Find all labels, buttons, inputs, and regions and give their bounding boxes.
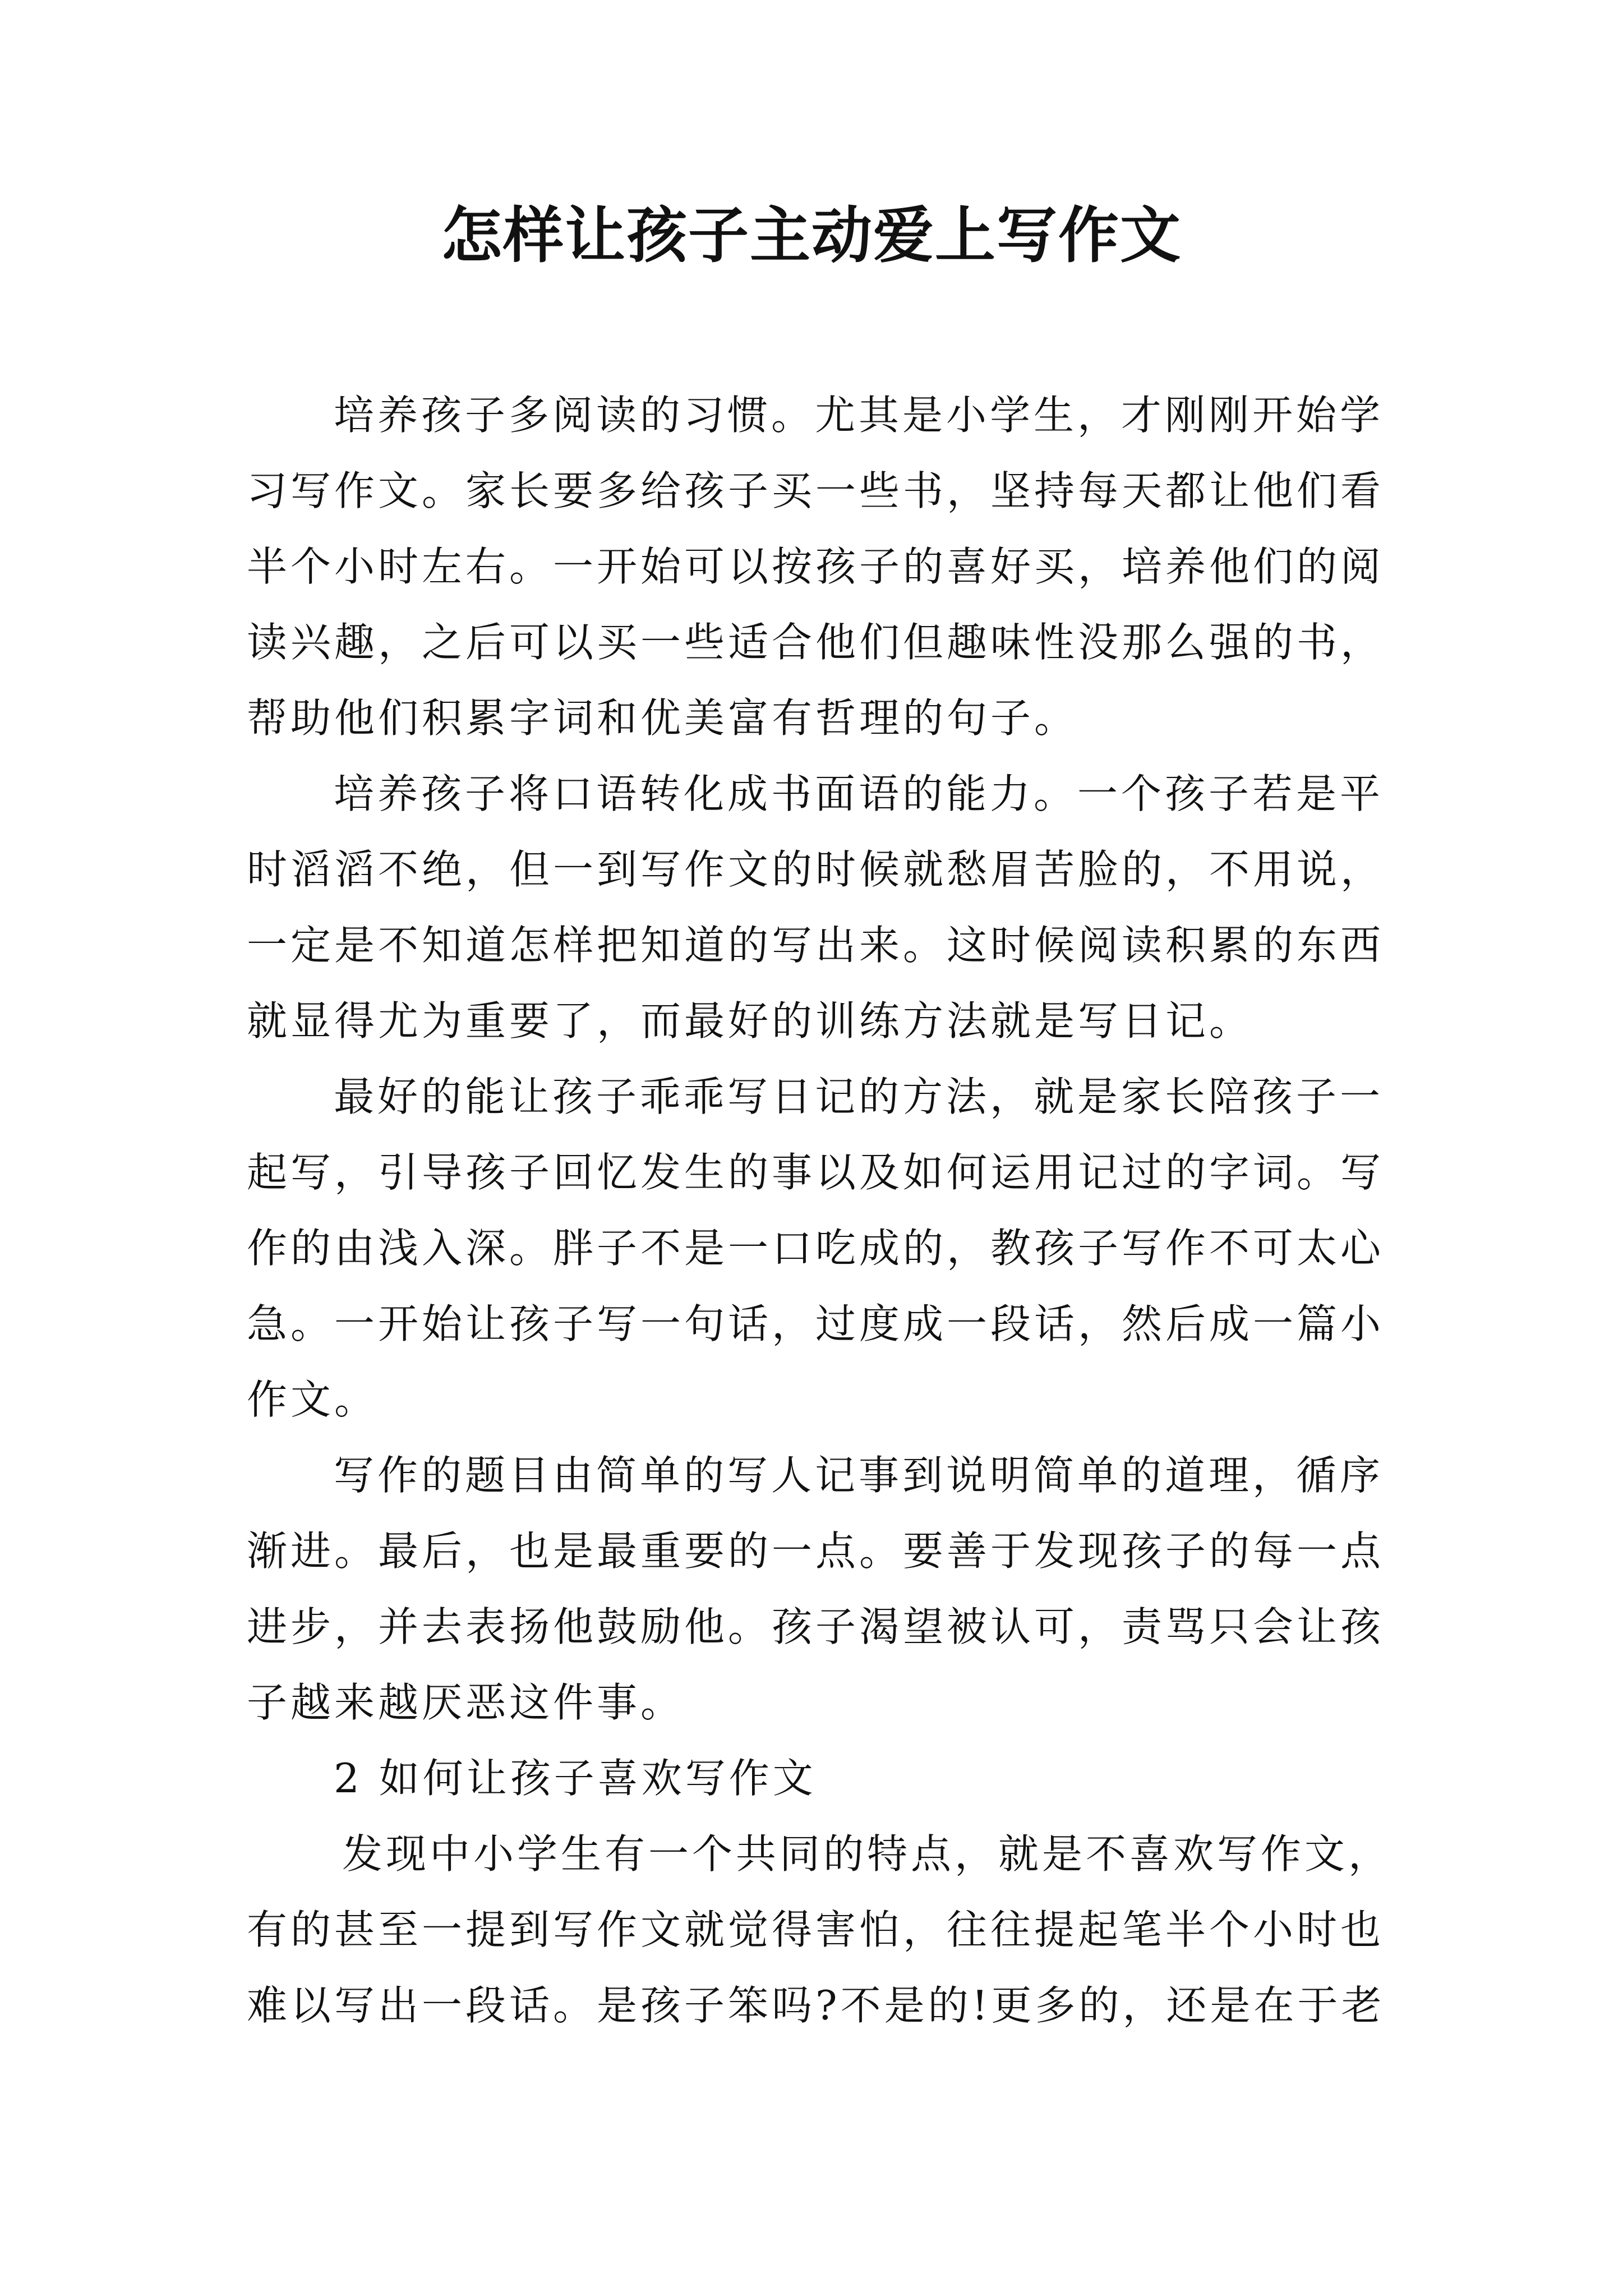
paragraph-3-line-1: 最好的能让孩子乖乖写日记的方法，就是家长陪孩子一	[334, 1073, 1384, 1120]
paragraph-2-line-2: 时滔滔不绝，但一到写作文的时候就愁眉苦脸的，不用说，	[247, 846, 1385, 893]
paragraph-4-line-1: 写作的题目由简单的写人记事到说明简单的道理，循序	[334, 1452, 1384, 1499]
paragraph-1-line-4: 读兴趣，之后可以买一些适合他们但趣味性没那么强的书，	[247, 619, 1385, 666]
paragraph-1-line-3: 半个小时左右。一开始可以按孩子的喜好买，培养他们的阅	[247, 543, 1385, 590]
paragraph-3-line-3: 作的由浅入深。胖子不是一口吃成的，教孩子写作不可太心	[247, 1225, 1385, 1272]
paragraph-1-line-5: 帮助他们积累字词和优美富有哲理的句子。	[247, 694, 1078, 742]
paragraph-4-line-4: 子越来越厌恶这件事。	[247, 1679, 685, 1726]
paragraph-5-line-1: 发现中小学生有一个共同的特点，就是不喜欢写作文，	[342, 1830, 1393, 1878]
paragraph-3-line-2: 起写，引导孩子回忆发生的事以及如何运用记过的字词。写	[247, 1149, 1385, 1196]
paragraph-1-line-1: 培养孩子多阅读的习惯。尤其是小学生，才刚刚开始学	[334, 392, 1384, 439]
section-heading: 2 如何让孩子喜欢写作文	[334, 1755, 817, 1802]
paragraph-2-line-1: 培养孩子将口语转化成书面语的能力。一个孩子若是平	[334, 770, 1384, 817]
document-title: 怎样让孩子主动爱上写作文	[441, 200, 1182, 271]
paragraph-4-line-2: 渐进。最后，也是最重要的一点。要善于发现孩子的每一点	[247, 1527, 1385, 1575]
paragraph-5-line-3: 难以写出一段话。是孩子笨吗?不是的!更多的，还是在于老	[247, 1982, 1385, 2029]
paragraph-3-line-5: 作文。	[247, 1376, 379, 1423]
paragraph-2-line-3: 一定是不知道怎样把知道的写出来。这时候阅读积累的东西	[247, 922, 1385, 969]
paragraph-5-line-2: 有的甚至一提到写作文就觉得害怕，往往提起笔半个小时也	[247, 1906, 1385, 1953]
paragraph-2-line-4: 就显得尤为重要了，而最好的训练方法就是写日记。	[247, 997, 1253, 1045]
paragraph-1-line-2: 习写作文。家长要多给孩子买一些书，坚持每天都让他们看	[247, 467, 1385, 514]
paragraph-3-line-4: 急。一开始让孩子写一句话，过度成一段话，然后成一篇小	[247, 1300, 1385, 1347]
paragraph-4-line-3: 进步，并去表扬他鼓励他。孩子渴望被认可，责骂只会让孩	[247, 1603, 1385, 1650]
